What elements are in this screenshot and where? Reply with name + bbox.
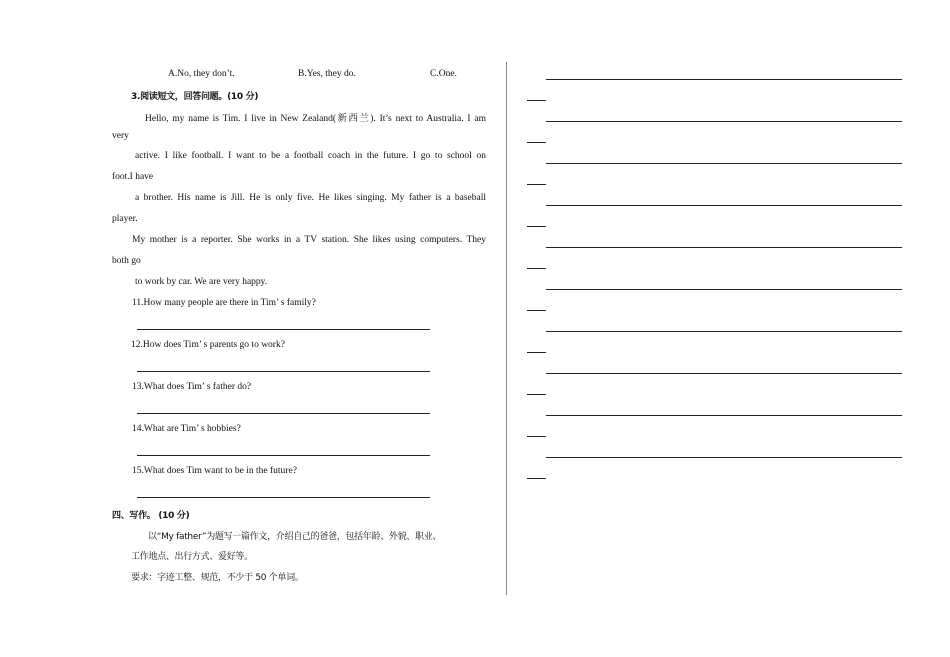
passage-line-7: My mother is a reporter. She works in a TV station. She likes using computers. They bbox=[132, 235, 486, 245]
passage-line-9: to work by car. We are very happy. bbox=[135, 277, 268, 287]
answer-line-13[interactable] bbox=[137, 413, 430, 414]
question-14: 14.What are Tim’ s hobbies? bbox=[132, 424, 241, 434]
passage-line-2: very bbox=[112, 131, 129, 141]
reading-heading: 3.阅读短文，回答问题。(10 分) bbox=[131, 92, 259, 102]
passage-line-1: Hello, my name is Tim. I live in New Zealand(新西兰). It’s next to Australia. I am bbox=[145, 114, 486, 124]
writing-prompt-line-1: 以“My father”为题写一篇作文，介绍自己的爸爸，包括年龄、外貌、职业、 bbox=[148, 532, 442, 542]
question-13: 13.What does Tim’ s father do? bbox=[132, 382, 252, 392]
writing-line-stub bbox=[527, 184, 546, 185]
writing-line[interactable] bbox=[546, 373, 902, 374]
question-12: 12.How does Tim’ s parents go to work? bbox=[131, 340, 285, 350]
writing-line-stub bbox=[527, 394, 546, 395]
passage-line-5: a brother. His name is Jill. He is only five. He likes singing. My father is a baseball bbox=[135, 193, 486, 203]
writing-line-stub bbox=[527, 268, 546, 269]
writing-line[interactable] bbox=[546, 331, 902, 332]
passage-line-8: both go bbox=[112, 256, 141, 266]
answer-line-11[interactable] bbox=[137, 329, 430, 330]
writing-heading: 四、写作。 (10 分) bbox=[112, 511, 190, 521]
writing-line-stub bbox=[527, 142, 546, 143]
writing-requirement: 要求：字迹工整、规范，不少于 50 个单词。 bbox=[131, 573, 304, 583]
writing-line[interactable] bbox=[546, 415, 902, 416]
passage-line-4: foot.I have bbox=[112, 172, 154, 182]
writing-line-stub bbox=[527, 478, 546, 479]
writing-line-stub bbox=[527, 436, 546, 437]
writing-line[interactable] bbox=[546, 247, 902, 248]
answer-line-15[interactable] bbox=[137, 497, 430, 498]
answer-line-12[interactable] bbox=[137, 371, 430, 372]
writing-line[interactable] bbox=[546, 121, 902, 122]
writing-line[interactable] bbox=[546, 205, 902, 206]
writing-line[interactable] bbox=[546, 163, 902, 164]
option-b: B.Yes, they do. bbox=[298, 69, 356, 79]
question-11: 11.How many people are there in Tim’ s family? bbox=[132, 298, 316, 308]
question-15: 15.What does Tim want to be in the future? bbox=[132, 466, 297, 476]
passage-line-3: active. I like football. I want to be a football coach in the future. I go to school on bbox=[135, 151, 486, 161]
answer-line-14[interactable] bbox=[137, 455, 430, 456]
passage-line-6: player. bbox=[112, 214, 138, 224]
writing-line-stub bbox=[527, 352, 546, 353]
option-c: C.One. bbox=[430, 69, 457, 79]
writing-line-stub bbox=[527, 310, 546, 311]
column-divider bbox=[506, 62, 507, 595]
writing-line-stub bbox=[527, 100, 546, 101]
option-a: A.No, they don’t. bbox=[168, 69, 235, 79]
writing-line[interactable] bbox=[546, 289, 902, 290]
writing-line[interactable] bbox=[546, 457, 902, 458]
writing-line-stub bbox=[527, 226, 546, 227]
writing-prompt-line-2: 工作地点、出行方式、爱好等。 bbox=[131, 552, 253, 562]
writing-line[interactable] bbox=[546, 79, 902, 80]
